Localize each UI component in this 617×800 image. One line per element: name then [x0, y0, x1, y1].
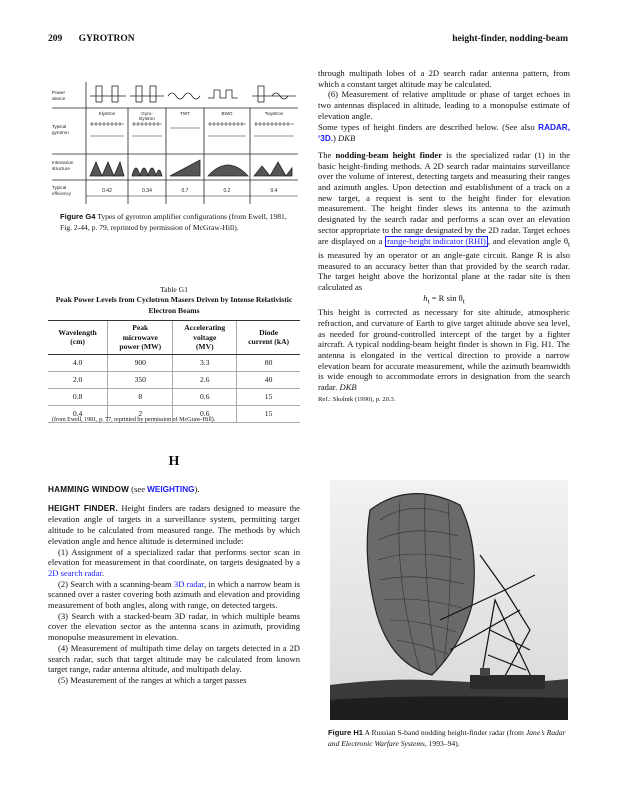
table-cell: 2.6	[173, 371, 237, 388]
g4-row-label: Typical efficiency	[52, 185, 72, 196]
g4-col-label-3: TWT	[180, 111, 190, 116]
table-cell: 8	[108, 388, 173, 405]
method-2	[48, 579, 300, 611]
nb-text-a: The	[318, 149, 336, 160]
method-3: (3) Search with a stacked-beam 3D radar, in which multiple beams cover the elevation sector as the antenna scans in azimuth, providing monopulse measurement in elevation.	[48, 610, 300, 643]
method-1-end: .	[101, 567, 105, 578]
section-letter: H	[168, 454, 180, 469]
height-finder-term: HEIGHT FINDER.	[48, 503, 118, 513]
table-g1	[48, 320, 300, 423]
figure-g4-caption-text: Types of gyrotron amplifier configurations (from Ewell, 1981, Fig. 2-44, p. 79, reprinted by permission of McGraw-Hill).	[60, 212, 287, 232]
table-cell: 80	[237, 354, 300, 371]
g4-col-label-2: Gyro-klystron	[139, 111, 155, 121]
radar-3d-link[interactable]: RADAR, ‘3D.	[318, 122, 570, 144]
figure-h1-caption	[328, 728, 573, 749]
running-header-left	[48, 34, 208, 44]
figure-g4-label: Figure G4	[60, 212, 96, 221]
figure-h1-radar-photo	[330, 480, 568, 720]
method-1-text: (1) Assignment of a specialized radar that performs sector scan in elevation for measurement in that coordinate, on targets designated by a	[48, 546, 300, 568]
hamming-end-text: ).	[194, 484, 200, 494]
method-5-continued: through multipath lobes of a 2D search radar antenna pattern, from which a constant target altitude may be calculated.	[318, 68, 570, 89]
nodding-beam-paragraph: The nodding-beam height finder is the specialized radar (1) in the basic height-finding methods. A 2D search radar maintains surveillance over the volume of interest, detecting targets and measuring their ranges and azimuth angles. Upon detection and establishment of a track on a new target, a request is sent to the height finder for elevation measurement. The height finder slews its antenna to the azimuth designated by the search radar and performs a scan over an elevation sector appropriate to the range designated by the 2D radar. Target echoes are displayed on a range-height indicator (RHI) , and elevation angle $\theta_t$ is measured by an operator or an angle-gate circuit. Range R is also measured to an accuracy better than that provided by the search radar. The target height above the horizontal plane at the radar site is then calculated as	[318, 149, 571, 293]
figure-h1-caption-text: A Russian S-band nodding height-finder radar (from	[363, 728, 526, 737]
nb-text-b: is the specialized radar (1) in the basic height-finding methods. A 2D search radar maintains surveillance over the volume of interest, detecting targets and measuring their ranges and azimuth angles. Upon detection and establishment of a track on a new target, a request is sent to the height finder for elevation measurement. The height finder slews its antenna to the azimuth designated by the search radar and performs a scan over an elevation sector appropriate to the range designated by the 2D radar. Target echoes are displayed on a	[318, 149, 571, 246]
table-cell: 0.4	[48, 405, 108, 422]
table-cell: 40	[237, 371, 300, 388]
rhi-link[interactable]: range-height indicator (RHI)	[387, 235, 486, 246]
3d-radar-link[interactable]: 3D radar	[173, 578, 204, 589]
g4-efficiency-5: 0.4	[270, 188, 278, 194]
method-5: (5) Measurement of the ranges at which a target passes	[58, 674, 247, 685]
table-row	[48, 354, 300, 371]
types-paragraph	[318, 122, 570, 145]
table-g1-source: (from Ewell, 1981, p. 77, reprinted by permission of McGraw-Hill).	[52, 417, 216, 423]
table-row	[48, 388, 300, 405]
table-g1-number: Table G1	[160, 285, 188, 294]
header-title-right: height-finder, nodding-beam	[452, 34, 568, 44]
figure-h1-source-title: Jane’s Radar and Electronic Warfare Systems	[328, 728, 566, 748]
table-cell: 900	[108, 354, 173, 371]
table-cell: 350	[108, 371, 173, 388]
g4-efficiency-3: 0.7	[181, 188, 189, 194]
table-cell: 0.6	[173, 405, 237, 422]
table-cell: 3.3	[173, 354, 237, 371]
table-header-wavelength: Wavelength (cm)	[48, 321, 108, 355]
weighting-link[interactable]: WEIGHTING	[147, 485, 195, 494]
equation-h: h	[423, 292, 428, 303]
method-2-text: (2) Search with a scanning-beam	[58, 578, 174, 589]
g4-row-label: Interaction structure	[52, 160, 74, 171]
table-row	[48, 371, 300, 388]
left-column-text	[48, 484, 300, 686]
hamming-see-text: (see	[129, 484, 148, 494]
author-initials: DKB	[338, 133, 356, 144]
g4-row-label: Typical gyrotron	[52, 124, 69, 135]
g4-efficiency-2: 0.34	[142, 188, 152, 194]
table-header-power: Peak microwave power (MW)	[108, 321, 173, 355]
table-cell: 15	[237, 388, 300, 405]
g4-row-label: Power device	[52, 90, 66, 101]
correction-text: This height is corrected as necessary for site altitude, atmospheric refraction, and curvature of Earth to give target altitude above sea level, as needed for ground-controlled intercept of the target by a fighter aircraft. A typical nodding-beam height finder is shown in Fig. H1. The antenna is elongated in the vertical direction to provide a narrow elevation beam for accurate measurement, while the azimuth beamwidth is wide enough to accommodate errors in designation from the search radar.	[318, 307, 570, 393]
equation-rest: = R sin θ	[429, 292, 463, 303]
table-cell: 2.0	[48, 371, 108, 388]
method-6: (6) Measurement of relative amplitude or phase of target echoes in two antennas displaced in altitude, leading to a monopulse estimate of elevation angle.	[318, 89, 570, 121]
method-2-end: , in which a narrow beam is scanned over a raster covering both azimuth and elevation and providing measurement of both angles, along with range, on detected targets.	[48, 578, 300, 611]
g4-efficiency-4: 0.2	[223, 188, 231, 194]
header-title-left: GYROTRON	[78, 34, 135, 44]
g4-col-label-5: Twystron	[264, 111, 284, 116]
g4-col-label-4: BWO	[221, 111, 233, 116]
height-finder-entry	[48, 503, 300, 547]
right-column-text	[318, 68, 570, 406]
nodding-beam-term: nodding-beam height finder	[335, 149, 443, 160]
method-4: (4) Measurement of multipath time delay on targets detected in a 2D search radar, such that target altitude may be calculated from known target range, radar antenna altitude, and multipath delay.	[48, 642, 300, 675]
figure-g4-caption	[60, 212, 298, 233]
nb-text-d: is measured by an operator or an angle-gate circuit. Range R is also measured to an accuracy better than that provided by the search radar. The target height above the horizontal plane at the radar site is then calculated as	[318, 249, 570, 293]
table-cell: 2	[108, 405, 173, 422]
table-cell: 0.8	[48, 388, 108, 405]
author-initials-2: DKB	[339, 382, 357, 393]
correction-paragraph	[318, 307, 570, 393]
table-cell: 15	[237, 405, 300, 422]
table-header-current: Diode current (kA)	[237, 321, 300, 355]
page-number: 209	[48, 34, 63, 44]
figure-h1-caption-end: , 1993–94).	[424, 738, 460, 748]
nb-text-c: , and elevation angle θ	[487, 235, 568, 246]
table-g1-title: Peak Power Levels from Cyclotron Masers Driven by Intense Relativistic Electron Beams	[55, 295, 293, 315]
g4-efficiency-1: 0.42	[102, 188, 112, 194]
hamming-window-term: HAMMING WINDOW	[48, 485, 130, 494]
table-cell: 0.6	[173, 388, 237, 405]
method-1	[48, 547, 300, 579]
g4-col-label-1: Klystron	[98, 111, 116, 116]
hamming-window-entry	[48, 484, 300, 496]
reference: Ref.: Skolnik (1990), p. 20.3.	[318, 395, 396, 403]
table-cell: 4.0	[48, 354, 108, 371]
2d-search-radar-link[interactable]: 2D search radar	[48, 567, 102, 578]
height-equation: $h_t = R$ $\sin \theta_t$	[423, 292, 465, 306]
figure-g4-diagram	[52, 78, 298, 204]
table-header-row	[48, 321, 300, 355]
height-finder-intro: Height finders are radars designed to measure the elevation angle of targets in a surveillance system, permitting target altitude to be calculated from measured range. The methods by which elevation angle and hence altitude is determined include:	[48, 502, 300, 546]
types-end: )	[333, 133, 339, 144]
table-header-voltage: Accelerating voltage (MV)	[173, 321, 237, 355]
types-text: Some types of height finders are described below. (See also	[318, 121, 539, 132]
figure-h1-label: Figure H1	[328, 728, 364, 737]
